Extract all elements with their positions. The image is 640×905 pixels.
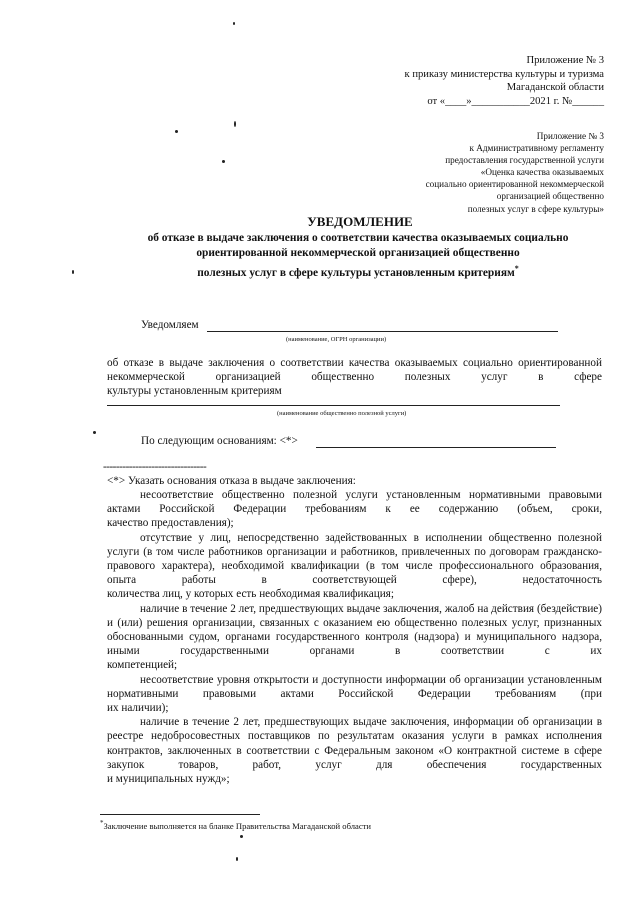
scan-speck — [240, 835, 243, 838]
footnote-marker: * — [514, 264, 519, 273]
scan-speck — [175, 130, 178, 133]
reason-item — [107, 673, 602, 716]
appendix-2-line: полезных услуг в сфере культуры» — [467, 203, 604, 214]
appendix-2-line: к Административному регламенту — [469, 143, 604, 154]
footnote-mark: * — [100, 819, 104, 827]
scan-speck — [236, 857, 238, 861]
footnote-text: Заключение выполняется на бланке Правительства Магаданской области — [103, 820, 371, 831]
reason-text-last: и муниципальных нужд»; — [107, 773, 230, 786]
reason-text-last: компетенцией; — [107, 659, 178, 672]
appendix-2-line: «Оценка качества оказываемых — [480, 167, 604, 178]
reason-text-last: количества лиц, у которых есть необходимая квалификация; — [107, 588, 394, 601]
reason-text: отсутствие у лиц, непосредственно задействованных в исполнении общественно полезной услуги (в том числе работников организации и работников, привлеченных по договорам гражданско-правового характера), необходимой квалификации (в том числе профессионального образования, опыта работы в соответствующей сфере), недостаточность — [107, 531, 602, 587]
scan-speck — [72, 270, 74, 274]
grounds-label: По следующим основаниям: <*> — [141, 435, 298, 447]
service-caption: (наименование общественно полезной услуги) — [277, 410, 407, 417]
subtitle-line-text: полезных услуг в сфере культуры установленным критериям — [197, 266, 515, 279]
grounds-field-line — [316, 447, 556, 448]
reason-text: несоответствие общественно полезной услуги установленным нормативными правовыми актами Российской Федерации требованиям к ее содержанию (объем, сроки, — [107, 489, 602, 516]
scan-speck — [234, 121, 236, 127]
reason-text: наличие в течение 2 лет, предшествующих выдаче заключения, информации об организации в реестре недобросовестных поставщиков по результатам оказания услуги в рамках исполнения контрактов, заключенных в соответствии с Федеральным законом «О контрактной системе в сфере закупок товаров, работ, услуг для обеспечения государственных — [107, 716, 602, 771]
appendix-1-order: к приказу министерства культуры и туризма — [404, 68, 604, 80]
notify-label: Уведомляем — [141, 319, 199, 331]
appendix-1-region: Магаданской области — [506, 82, 604, 94]
reason-text-last: их наличии); — [107, 702, 169, 715]
refusal-text: об отказе в выдаче заключения о соответствии качества оказываемых социально ориентированной некоммерческой организацией общественно полезных услуг в сфере — [107, 357, 602, 384]
subtitle-line: ориентированной некоммерческой организацией общественно — [196, 247, 520, 259]
scan-speck — [222, 160, 225, 163]
dash-separator: -------------------------------- — [103, 461, 207, 473]
appendix-2-line: предоставления государственной услуги — [445, 155, 604, 166]
notify-caption: (наименование, ОГРН организации) — [286, 336, 387, 343]
reason-text: наличие в течение 2 лет, предшествующих выдаче заключения, жалоб на действия (бездействие) и (или) решения организации, связанных с оказанием ею общественно полезных услуг, признанных обоснованными судом, органами государственного контроля (надзора) и муниципального надзора, иными государственными органами в соответствии с их — [107, 602, 602, 658]
notify-field-line — [207, 331, 558, 332]
appendix-1-date: от «____»___________2021 г. №______ — [427, 95, 604, 107]
reason-text-last: качество предоставления); — [107, 517, 234, 530]
appendix-2-line: организацией общественно — [496, 191, 604, 202]
document-title: УВЕДОМЛЕНИЕ — [307, 214, 413, 229]
appendix-2-block — [344, 130, 604, 215]
footnote — [100, 819, 371, 831]
reasons-list — [107, 488, 602, 786]
reasons-intro: <*> Указать основания отказа в выдаче заключения: — [107, 475, 356, 487]
subtitle-line: об отказе в выдаче заключения о соответствии качества оказываемых социально — [147, 232, 569, 244]
subtitle-line — [98, 261, 618, 281]
service-field-line — [107, 405, 560, 406]
scan-speck — [93, 431, 96, 434]
footnote-separator — [100, 814, 260, 815]
reason-item — [107, 602, 602, 673]
appendix-1-block — [284, 54, 604, 108]
appendix-1-title: Приложение № 3 — [526, 55, 604, 66]
reason-text: несоответствие уровня открытости и доступности информации об организации установленным нормативными правовыми актами Российской Федерации требованиям (при — [107, 673, 602, 700]
appendix-2-line: социально ориентированной некоммерческой — [425, 179, 604, 190]
scan-speck — [233, 22, 235, 25]
document-subtitle — [98, 231, 618, 281]
reason-item — [107, 531, 602, 602]
reason-item — [107, 488, 602, 531]
reason-item — [107, 715, 602, 786]
refusal-text-last: культуры установленным критериям — [107, 385, 282, 397]
appendix-2-line: Приложение № 3 — [536, 131, 604, 141]
